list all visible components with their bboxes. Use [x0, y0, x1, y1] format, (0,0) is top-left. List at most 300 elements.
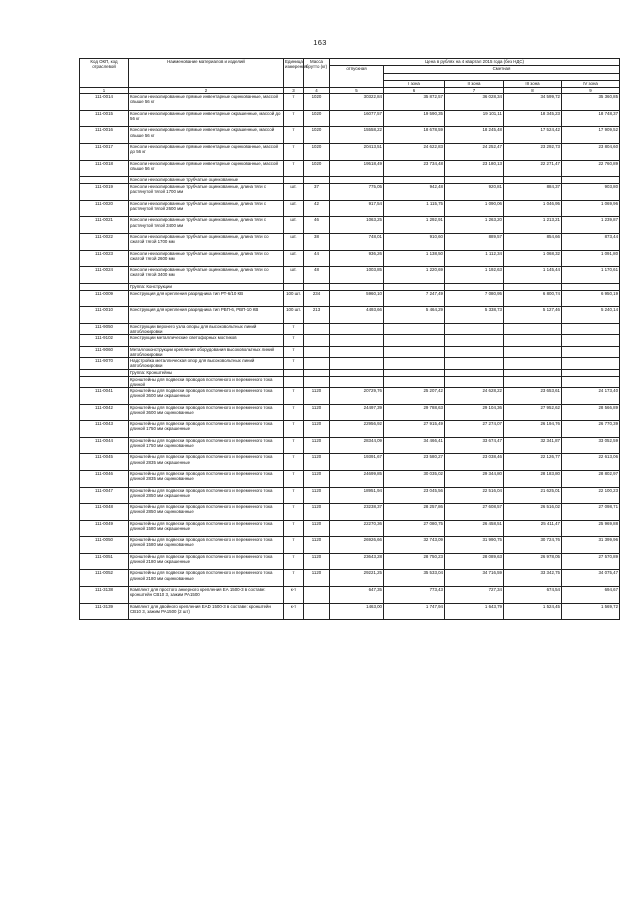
- group-empty-cell: [284, 177, 304, 184]
- item-name: Консоли неизолированные трубчатые оцинкованные, длина тяги с растянутой тягой 3400 мм: [129, 217, 284, 234]
- group-code-cell: [80, 369, 129, 376]
- item-mass: 48: [304, 267, 330, 284]
- col-num: 9: [562, 88, 620, 94]
- price-zone-2: 1 192,63: [445, 267, 504, 284]
- header-zone-3: III зона: [504, 81, 562, 88]
- price-release: 24699,85: [330, 470, 384, 487]
- table-row: [80, 127, 620, 144]
- col-num: 7: [445, 88, 504, 94]
- item-code: 111-0046: [80, 470, 129, 487]
- item-code: 111-0049: [80, 520, 129, 537]
- header-mass: Масса брутто (кг): [304, 59, 330, 88]
- item-mass: 44: [304, 250, 330, 267]
- item-code: 111-0050: [80, 537, 129, 554]
- price-zone-1: 24 622,83: [384, 143, 445, 160]
- group-code-cell: [80, 177, 129, 184]
- table-row: [80, 184, 620, 201]
- price-zone-3: 26 194,76: [504, 421, 562, 438]
- item-unit: к-т: [284, 603, 304, 620]
- price-zone-1: 23 580,27: [384, 454, 445, 471]
- price-release: 16077,57: [330, 110, 384, 127]
- item-mass: 1020: [304, 127, 330, 144]
- item-mass: [304, 587, 330, 604]
- item-unit: т: [284, 127, 304, 144]
- item-name: Кронштейны для подвески проводов постоянного и переменного тока длиной 2180 мм оцинкованные: [129, 570, 284, 587]
- group-empty-cell: [330, 283, 384, 290]
- price-release: 30322,84: [330, 94, 384, 111]
- price-release: 23238,37: [330, 504, 384, 521]
- table-row: [80, 233, 620, 250]
- price-zone-1: [384, 323, 445, 334]
- item-name: Консоли неизолированные трубчатые оцинкованные, длина тяги с растянутой тягой 1700 мм: [129, 184, 284, 201]
- header-zone-2: II зона: [445, 81, 504, 88]
- group-empty-cell: [384, 369, 445, 376]
- price-zone-3: [504, 323, 562, 334]
- price-zone-1: 35 872,57: [384, 94, 445, 111]
- price-zone-4: [562, 323, 620, 334]
- item-mass: 1120: [304, 570, 330, 587]
- price-zone-3: 34 599,72: [504, 94, 562, 111]
- table-row: [80, 470, 620, 487]
- table-row: [80, 335, 620, 346]
- price-zone-1: 35 533,04: [384, 570, 445, 587]
- item-code: 111-0017: [80, 143, 129, 160]
- price-zone-1: 18 678,59: [384, 127, 445, 144]
- price-zone-3: 21 625,01: [504, 487, 562, 504]
- item-unit: т: [284, 437, 304, 454]
- price-zone-4: 31 399,96: [562, 537, 620, 554]
- table-row: [80, 200, 620, 217]
- item-mass: 1020: [304, 160, 330, 177]
- item-code: 111-0051: [80, 553, 129, 570]
- price-zone-3: 27 952,62: [504, 404, 562, 421]
- item-unit: к-т: [284, 587, 304, 604]
- item-mass: 1120: [304, 387, 330, 404]
- item-mass: 37: [304, 184, 330, 201]
- price-zone-4: 6 950,19: [562, 290, 620, 307]
- item-mass: 234: [304, 290, 330, 307]
- group-empty-cell: [284, 283, 304, 290]
- price-zone-1: 23 045,56: [384, 487, 445, 504]
- item-unit: т: [284, 553, 304, 570]
- price-zone-4: 34 075,47: [562, 570, 620, 587]
- group-empty-cell: [384, 177, 445, 184]
- table-row: [80, 143, 620, 160]
- item-mass: 1020: [304, 143, 330, 160]
- price-zone-4: 17 909,52: [562, 127, 620, 144]
- item-code: 111-0044: [80, 437, 129, 454]
- group-empty-cell: [304, 369, 330, 376]
- price-zone-4: 24 173,40: [562, 387, 620, 404]
- price-zone-3: 22 271,47: [504, 160, 562, 177]
- item-mass: [304, 603, 330, 620]
- price-zone-2: 36 028,34: [445, 94, 504, 111]
- price-zone-3: 5 127,46: [504, 307, 562, 324]
- item-name: Консоли неизолированные прямые инвентарные оцинкованные, массой свыше 56 кг: [129, 160, 284, 177]
- price-zone-3: 18 345,23: [504, 110, 562, 127]
- price-zone-2: 24 252,47: [445, 143, 504, 160]
- header-zone-4: IV зона: [562, 81, 620, 88]
- item-unit: т: [284, 387, 304, 404]
- price-zone-2: 29 104,36: [445, 404, 504, 421]
- item-mass: 1120: [304, 487, 330, 504]
- table-row: [80, 110, 620, 127]
- price-zone-3: 884,37: [504, 184, 562, 201]
- item-mass: 1120: [304, 504, 330, 521]
- item-name: Кронштейны для подвески проводов постоянного и переменного тока длиной 1750 мм оцинкованные: [129, 437, 284, 454]
- item-unit: шт.: [284, 217, 304, 234]
- price-zone-1: [384, 358, 445, 369]
- group-empty-cell: [330, 369, 384, 376]
- group-empty-cell: [504, 369, 562, 376]
- price-zone-3: 674,54: [504, 587, 562, 604]
- table-row: [80, 437, 620, 454]
- item-name: Конструкции металлические светофорных мостиков: [129, 335, 284, 346]
- price-zone-2: [445, 323, 504, 334]
- item-unit: т: [284, 470, 304, 487]
- price-zone-4: 22 613,06: [562, 454, 620, 471]
- item-code: 111-0023: [80, 250, 129, 267]
- table-row: [80, 290, 620, 307]
- price-zone-2: 1 112,34: [445, 250, 504, 267]
- table-row: [80, 487, 620, 504]
- item-unit: т: [284, 520, 304, 537]
- item-code: 111-0020: [80, 200, 129, 217]
- price-zone-1: 7 247,49: [384, 290, 445, 307]
- item-code: 111-0021: [80, 217, 129, 234]
- col-num: 2: [129, 88, 284, 94]
- price-zone-3: 23 292,73: [504, 143, 562, 160]
- price-zone-1: 27 080,75: [384, 520, 445, 537]
- price-zone-1: 27 915,49: [384, 421, 445, 438]
- item-name: Консоли неизолированные прямые инвентарные оцинкованные, массой свыше 56 кг: [129, 94, 284, 111]
- price-zone-1: 29 788,63: [384, 404, 445, 421]
- price-zone-3: 6 800,74: [504, 290, 562, 307]
- item-mass: 42: [304, 200, 330, 217]
- item-mass: 1020: [304, 94, 330, 111]
- table-row: [80, 421, 620, 438]
- group-empty-cell: [445, 283, 504, 290]
- price-zone-4: 26 770,39: [562, 421, 620, 438]
- item-unit: шт.: [284, 250, 304, 267]
- item-name: Конструкция для крепления разрядника тип РТ-6/10 КВ: [129, 290, 284, 307]
- price-release: 22270,36: [330, 520, 384, 537]
- price-release: 748,01: [330, 233, 384, 250]
- table-row: [80, 587, 620, 604]
- price-zone-3: 33 342,75: [504, 570, 562, 587]
- item-name: Кронштейны для подвески проводов постоянного и переменного тока длиной 3600 мм оцинкованные: [129, 404, 284, 421]
- table-row: [80, 267, 620, 284]
- item-name: Кронштейны для подвески проводов постоянного и переменного тока длиной 1580 мм окрашенные: [129, 520, 284, 537]
- item-mass: 1120: [304, 520, 330, 537]
- price-zone-2: 22 516,04: [445, 487, 504, 504]
- group-empty-cell: [445, 369, 504, 376]
- group-empty-cell: [562, 177, 620, 184]
- price-zone-1: 28 750,23: [384, 553, 445, 570]
- item-unit: т: [284, 570, 304, 587]
- item-name: Кронштейны для подвески проводов постоянного и переменного тока длиной 1750 мм окрашенные: [129, 421, 284, 438]
- table-row: [80, 307, 620, 324]
- item-code: 111-0009: [80, 290, 129, 307]
- item-unit: т: [284, 335, 304, 346]
- price-zone-4: 18 748,37: [562, 110, 620, 127]
- price-release: 917,54: [330, 200, 384, 217]
- price-release: 647,35: [330, 587, 384, 604]
- header-release-price: отпускная: [330, 66, 384, 88]
- price-zone-2: 727,34: [445, 587, 504, 604]
- group-empty-cell: [304, 283, 330, 290]
- price-release: 775,05: [330, 184, 384, 201]
- price-zone-4: 33 052,59: [562, 437, 620, 454]
- item-name: Кронштейны для подвески проводов постоянного и переменного тока длиной 2850 мм окрашенные: [129, 487, 284, 504]
- price-zone-2: 34 716,59: [445, 570, 504, 587]
- price-zone-2: 23 038,46: [445, 454, 504, 471]
- item-code: 111-0019: [80, 184, 129, 201]
- price-zone-3: 854,66: [504, 233, 562, 250]
- item-unit: т: [284, 454, 304, 471]
- item-name: Кронштейны для подвески проводов постоянного и переменного тока длиной 3600 мм окрашенные: [129, 387, 284, 404]
- table-row: [80, 323, 620, 334]
- item-code: 111-0022: [80, 233, 129, 250]
- price-release: 4493,66: [330, 307, 384, 324]
- price-zone-2: 920,81: [445, 184, 504, 201]
- col-num: 1: [80, 88, 129, 94]
- header-okp-code: Код ОКП, код отраслевой: [80, 59, 129, 88]
- item-code: 111-9060: [80, 346, 129, 357]
- price-release: 20413,51: [330, 143, 384, 160]
- item-mass: 1120: [304, 437, 330, 454]
- item-name: Кронштейны для подвески проводов постоянного и переменного тока длиной 2835 мм окрашенные: [129, 454, 284, 471]
- price-zone-3: 1 046,95: [504, 200, 562, 217]
- price-zone-3: [504, 358, 562, 369]
- item-mass: [304, 335, 330, 346]
- price-zone-3: 26 978,05: [504, 553, 562, 570]
- price-zone-3: 23 653,61: [504, 387, 562, 404]
- price-zone-3: 1 068,32: [504, 250, 562, 267]
- item-code: 111-9070: [80, 358, 129, 369]
- header-unit: Единица измерения: [284, 59, 304, 88]
- group-empty-cell: [284, 369, 304, 376]
- price-zone-1: 5 464,29: [384, 307, 445, 324]
- price-zone-1: 942,48: [384, 184, 445, 201]
- item-unit: 100 шт.: [284, 290, 304, 307]
- price-zone-1: 910,60: [384, 233, 445, 250]
- price-zone-2: 27 274,07: [445, 421, 504, 438]
- table-row: [80, 603, 620, 620]
- table-row: [80, 553, 620, 570]
- price-zone-3: 1 145,44: [504, 267, 562, 284]
- price-release: [330, 358, 384, 369]
- price-zone-4: 27 570,89: [562, 553, 620, 570]
- price-release: 18951,94: [330, 487, 384, 504]
- item-name: Кронштейны для подвески проводов постоянного и переменного тока длиной 2835 мм оцинкованные: [129, 470, 284, 487]
- item-name: Консоли неизолированные прямые инвентарные окрашенные, массой до 56 кг: [129, 110, 284, 127]
- item-code: 111-0018: [80, 160, 129, 177]
- item-name: Конструкции верхнего узла опоры для высоковольтных линий автоблокировки: [129, 323, 284, 334]
- price-release: 5960,10: [330, 290, 384, 307]
- group-row: [80, 369, 620, 376]
- table-row: [80, 454, 620, 471]
- price-zone-2: 19 101,11: [445, 110, 504, 127]
- group-row: [80, 177, 620, 184]
- item-mass: [304, 323, 330, 334]
- page-number: 163: [313, 38, 327, 47]
- item-name: Консоли неизолированные трубчатые оцинкованные, длина тяги с растянутой тягой 2600 мм: [129, 200, 284, 217]
- price-zone-4: 27 098,71: [562, 504, 620, 521]
- price-zone-1: 34 466,41: [384, 437, 445, 454]
- item-name: Консоли неизолированные прямые инвентарные окрашенные, массой свыше 56 кг: [129, 127, 284, 144]
- item-unit: т: [284, 487, 304, 504]
- group-row: [80, 376, 620, 387]
- table-row: [80, 570, 620, 587]
- group-empty-cell: [504, 376, 562, 387]
- price-zone-2: [445, 335, 504, 346]
- price-zone-2: 889,57: [445, 233, 504, 250]
- item-unit: 100 шт.: [284, 307, 304, 324]
- price-zone-2: 28 089,63: [445, 553, 504, 570]
- item-unit: шт.: [284, 184, 304, 201]
- price-zone-2: 1 263,20: [445, 217, 504, 234]
- item-unit: т: [284, 421, 304, 438]
- item-code: 111-0042: [80, 404, 129, 421]
- group-empty-cell: [504, 177, 562, 184]
- price-release: 19391,67: [330, 454, 384, 471]
- price-zone-4: 1 091,80: [562, 250, 620, 267]
- col-num: 3: [284, 88, 304, 94]
- price-zone-4: 23 804,60: [562, 143, 620, 160]
- price-zone-1: 1 220,69: [384, 267, 445, 284]
- group-row: [80, 283, 620, 290]
- price-zone-1: 1 747,94: [384, 603, 445, 620]
- table-row: [80, 504, 620, 521]
- item-unit: шт.: [284, 200, 304, 217]
- group-label: Группа: Кронштейны: [129, 369, 284, 376]
- price-zone-4: 25 969,88: [562, 520, 620, 537]
- price-zone-4: 694,67: [562, 587, 620, 604]
- price-zone-4: 28 566,89: [562, 404, 620, 421]
- item-name: Консоли неизолированные трубчатые оцинкованные, длина тяги со сжатой тягой 2600 мм: [129, 250, 284, 267]
- price-release: 15558,22: [330, 127, 384, 144]
- item-name: Комплект для простого анкерного крепления ЕА 1500-3 в составе: кронштейн СВ10 3, зажим РА1500: [129, 587, 284, 604]
- price-zone-3: 28 183,80: [504, 470, 562, 487]
- group-empty-cell: [304, 177, 330, 184]
- group-empty-cell: [562, 283, 620, 290]
- price-zone-4: 28 802,97: [562, 470, 620, 487]
- item-mass: 1120: [304, 470, 330, 487]
- price-release: 936,26: [330, 250, 384, 267]
- price-zone-2: 1 090,06: [445, 200, 504, 217]
- group-empty-cell: [330, 177, 384, 184]
- item-code: 111-0015: [80, 110, 129, 127]
- price-zone-2: 5 338,73: [445, 307, 504, 324]
- price-zone-4: [562, 358, 620, 369]
- price-zone-2: 7 080,95: [445, 290, 504, 307]
- price-zone-4: 35 360,85: [562, 94, 620, 111]
- price-release: 29221,25: [330, 570, 384, 587]
- item-code: 111-3139: [80, 603, 129, 620]
- item-code: 111-0014: [80, 94, 129, 111]
- price-zone-2: 23 180,13: [445, 160, 504, 177]
- price-zone-2: 18 245,48: [445, 127, 504, 144]
- group-label: Кронштейны для подвески проводов постоянного и переменного тока длиной: [129, 376, 284, 387]
- item-unit: шт.: [284, 267, 304, 284]
- price-release: [330, 323, 384, 334]
- price-zone-1: 1 292,91: [384, 217, 445, 234]
- price-zone-4: 1 069,96: [562, 200, 620, 217]
- price-zone-3: 26 516,02: [504, 504, 562, 521]
- item-code: 111-0024: [80, 267, 129, 284]
- table-row: [80, 537, 620, 554]
- item-mass: [304, 358, 330, 369]
- item-mass: 1120: [304, 421, 330, 438]
- item-code: 111-0041: [80, 387, 129, 404]
- item-unit: т: [284, 110, 304, 127]
- item-mass: 46: [304, 217, 330, 234]
- group-label: Группа: Конструкции: [129, 283, 284, 290]
- item-name: Кронштейны для подвески проводов постоянного и переменного тока длиной 2180 мм окрашенные: [129, 553, 284, 570]
- item-mass: 1120: [304, 553, 330, 570]
- price-zone-4: 1 239,87: [562, 217, 620, 234]
- price-release: 19518,49: [330, 160, 384, 177]
- header-estimate-spacer: [384, 74, 620, 81]
- col-num: 5: [330, 88, 384, 94]
- price-release: [330, 335, 384, 346]
- table-row: [80, 217, 620, 234]
- price-zone-2: 26 458,51: [445, 520, 504, 537]
- price-release: 22956,92: [330, 421, 384, 438]
- item-code: 111-3138: [80, 587, 129, 604]
- price-release: 23643,28: [330, 553, 384, 570]
- item-code: 111-0016: [80, 127, 129, 144]
- item-mass: 1120: [304, 454, 330, 471]
- item-name: Металлоконструкции крепления оборудования высоковольтных линий автоблокировки: [129, 346, 284, 357]
- table-row: [80, 160, 620, 177]
- item-name: Конструкция для крепления разрядника тип РВП-6, РВП-10 КВ: [129, 307, 284, 324]
- item-code: 111-0045: [80, 454, 129, 471]
- price-release: 24497,39: [330, 404, 384, 421]
- table-row: [80, 250, 620, 267]
- item-unit: т: [284, 346, 304, 357]
- price-zone-2: 27 608,57: [445, 504, 504, 521]
- price-zone-3: 22 126,77: [504, 454, 562, 471]
- header-price-title: Цена в рублях на 4 квартал 2015 года (без НДС): [330, 59, 620, 66]
- group-empty-cell: [384, 283, 445, 290]
- table-row: [80, 520, 620, 537]
- price-zone-4: [562, 335, 620, 346]
- price-zone-2: [445, 358, 504, 369]
- table-row: [80, 358, 620, 369]
- price-release: 1063,25: [330, 217, 384, 234]
- item-name: Комплект для двойного крепления ЕАD 1500-3 в составе: кронштейн СВ10 3, зажим РА1500 (2 шт): [129, 603, 284, 620]
- price-zone-1: 773,43: [384, 587, 445, 604]
- item-mass: 38: [304, 233, 330, 250]
- item-name: Кронштейны для подвески проводов постоянного и переменного тока длиной 2850 мм оцинкованные: [129, 504, 284, 521]
- item-unit: шт.: [284, 233, 304, 250]
- item-unit: т: [284, 358, 304, 369]
- item-unit: т: [284, 537, 304, 554]
- price-zone-2: 24 628,22: [445, 387, 504, 404]
- price-zone-4: 22 100,23: [562, 487, 620, 504]
- table-row: [80, 404, 620, 421]
- header-zone-1: I зона: [384, 81, 445, 88]
- price-release: 28344,09: [330, 437, 384, 454]
- item-unit: т: [284, 404, 304, 421]
- item-mass: [304, 346, 330, 357]
- price-release: [330, 346, 384, 357]
- price-zone-3: 32 341,87: [504, 437, 562, 454]
- item-mass: 213: [304, 307, 330, 324]
- price-release: 20729,76: [330, 387, 384, 404]
